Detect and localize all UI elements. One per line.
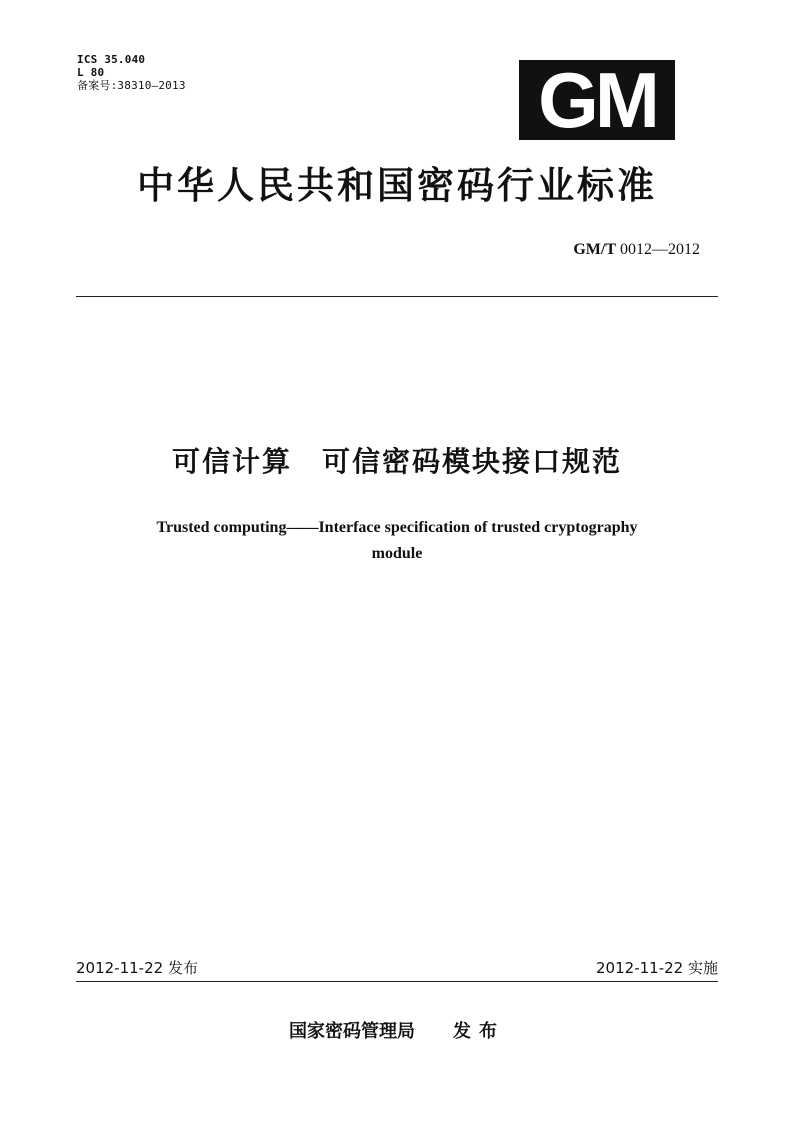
issue-date [76,958,198,978]
issuer-name: 国家密码管理局 [289,1021,415,1042]
standard-title: 中华人民共和国密码行业标准 [137,164,657,207]
implement-date [596,958,718,978]
footer-rule [76,981,718,982]
issue-label: 发布 [167,959,198,977]
implement-label: 实施 [687,959,718,977]
english-title-line-2: module [371,545,423,562]
ics-code: ICS 35.040 [77,53,146,66]
implement-date-value: 2012-11-22 [596,959,684,977]
issue-date-value: 2012-11-22 [76,959,164,977]
standard-number [573,240,700,260]
standard-number-value: 0012—2012 [616,241,700,258]
chinese-title: 可信计算 可信密码模块接口规范 [171,445,622,478]
issuer-line [0,1020,794,1044]
record-number: 备案号:38310—2013 [77,79,186,92]
english-title-line-1: Trusted computing——Interface specification of trusted cryptography [156,519,638,536]
standard-code: GM/T [573,241,616,258]
ccs-code: L 80 [77,66,105,79]
issuer-action: 发布 [453,1021,505,1042]
english-title [100,515,694,567]
header-rule [76,296,718,297]
gm-logo: GM [519,60,675,140]
